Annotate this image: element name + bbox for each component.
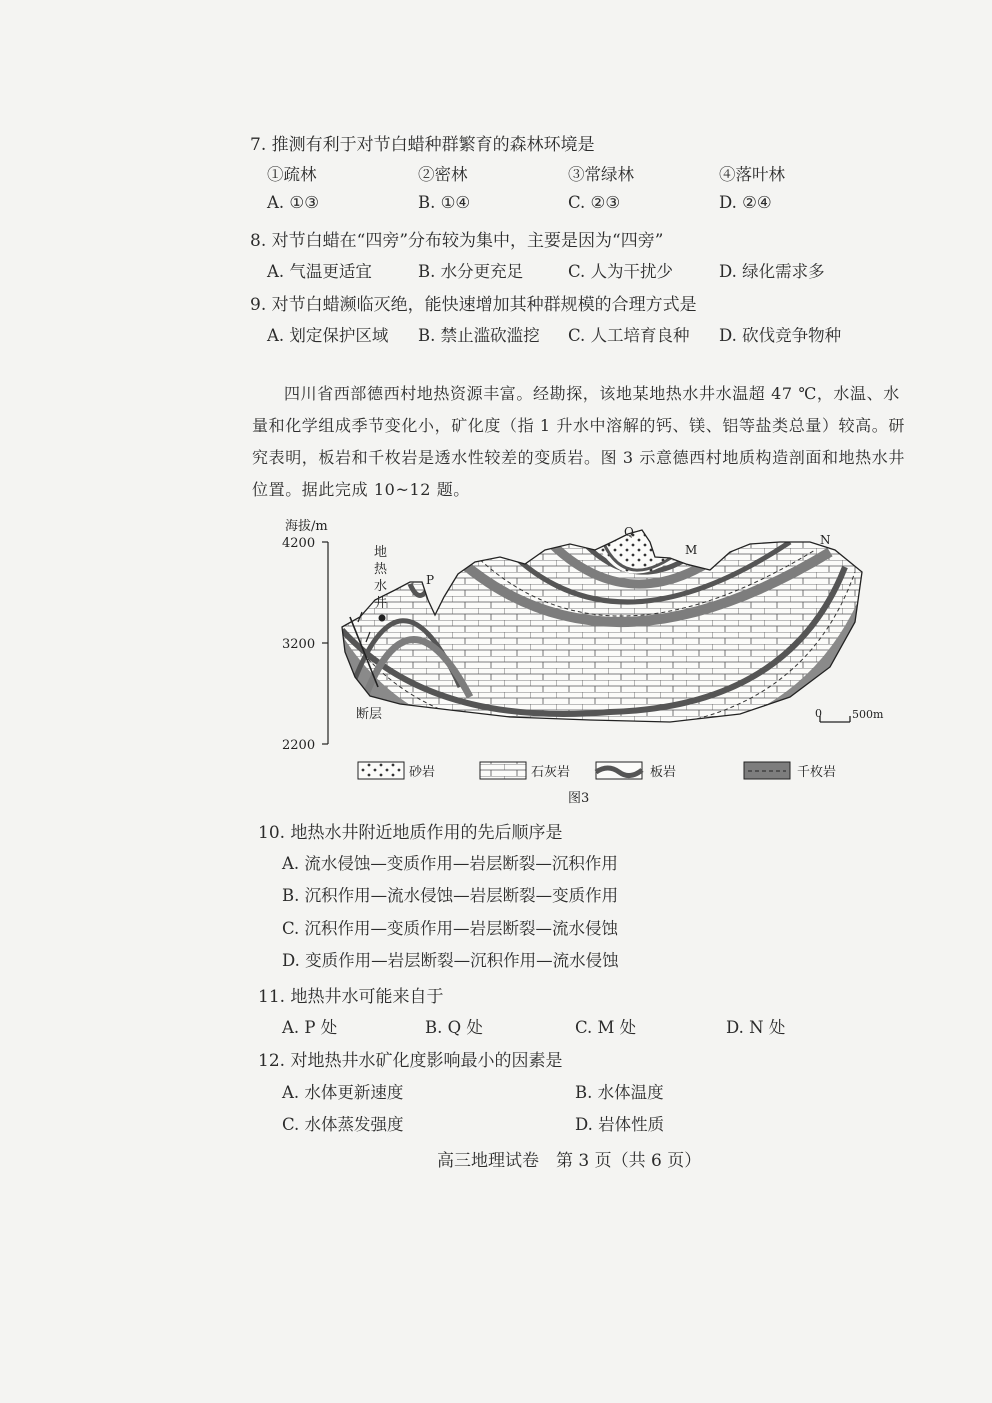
legend-slate: 板岩 — [650, 765, 677, 780]
q12-option-c: C. 水体蒸发强度 — [282, 1115, 404, 1134]
scale-distance: 500m — [852, 708, 884, 721]
q7-stem: 7. 推测有利于对节白蜡种群繁育的森林环境是 — [250, 135, 595, 155]
q11-option-c: C. M 处 — [575, 1018, 637, 1037]
passage: 四川省西部德西村地热资源丰富。经勘探，该地某地热水井水温超 47 ℃，水温、水量和化学组成季节变化小，矿化度（指 1 升水中溶解的钙、镁、铝等盐类总量）较高。研究表明，板岩和千枚岩是透水性较差的变质岩。图 3 示意德西村地质构造剖面和地热水井位置。据此完成 10~12 题。 — [252, 384, 905, 499]
point-m: M — [685, 543, 698, 557]
q12-option-d: D. 岩体性质 — [575, 1115, 665, 1134]
q8-option-d: D. 绿化需求多 — [719, 262, 825, 281]
legend-phyllite: 千枚岩 — [797, 765, 837, 780]
q12-option-a: A. 水体更新速度 — [282, 1083, 404, 1102]
well-label-2: 热 — [374, 562, 388, 577]
q8-option-b: B. 水分更充足 — [418, 262, 524, 281]
q10-option-b: B. 沉积作用—流水侵蚀—岩层断裂—变质作用 — [282, 886, 619, 905]
legend — [358, 762, 836, 780]
q7-option-c: C. ②③ — [568, 193, 621, 212]
q7-item-1: ①疏林 — [267, 165, 317, 184]
well-label-1: 地 — [374, 545, 388, 560]
q11-option-d: D. N 处 — [726, 1018, 786, 1037]
legend-limestone: 石灰岩 — [531, 765, 571, 780]
q7-option-b: B. ①④ — [418, 193, 471, 212]
well-label-4: 井 — [374, 596, 388, 611]
strata-body — [330, 512, 890, 752]
point-n: N — [820, 533, 831, 547]
q9-option-a: A. 划定保护区域 — [267, 326, 389, 345]
q10-option-c: C. 沉积作用—变质作用—岩层断裂—流水侵蚀 — [282, 919, 619, 938]
q9-stem: 9. 对节白蜡濒临灭绝，能快速增加其种群规模的合理方式是 — [250, 295, 697, 315]
well-label-3: 水 — [374, 579, 388, 594]
y-axis-label: 海拔/m — [285, 519, 328, 534]
q10-stem: 10. 地热水井附近地质作用的先后顺序是 — [258, 823, 563, 843]
y-tick-4200: 4200 — [282, 536, 316, 551]
q12-stem: 12. 对地热井水矿化度影响最小的因素是 — [258, 1051, 563, 1071]
q7-item-3: ③常绿林 — [568, 165, 634, 184]
well-marker — [379, 615, 386, 622]
q9-option-c: C. 人工培育良种 — [568, 326, 690, 345]
legend-sandstone: 砂岩 — [409, 765, 436, 780]
scale-zero: 0 — [815, 707, 822, 720]
q11-stem: 11. 地热井水可能来自于 — [258, 987, 444, 1007]
q9-option-b: B. 禁止滥砍滥挖 — [418, 326, 540, 345]
point-p: P — [426, 573, 435, 587]
q10-option-a: A. 流水侵蚀—变质作用—岩层断裂—沉积作用 — [282, 854, 618, 873]
q8-stem: 8. 对节白蜡在“四旁”分布较为集中，主要是因为“四旁” — [250, 231, 664, 251]
y-tick-2200: 2200 — [282, 738, 316, 753]
q11-option-b: B. Q 处 — [425, 1018, 483, 1037]
q12-option-b: B. 水体温度 — [575, 1083, 664, 1102]
q8-option-c: C. 人为干扰少 — [568, 262, 674, 281]
page-footer: 高三地理试卷 第 3 页（共 6 页） — [437, 1151, 702, 1171]
point-q: Q — [624, 525, 634, 539]
fault-label: 断层 — [356, 707, 383, 722]
figure-caption: 图3 — [568, 791, 590, 806]
q9-option-d: D. 砍伐竞争物种 — [719, 326, 842, 345]
geologic-cross-section-figure — [270, 512, 890, 812]
q8-option-a: A. 气温更适宜 — [267, 262, 372, 281]
q10-option-d: D. 变质作用—岩层断裂—沉积作用—流水侵蚀 — [282, 951, 619, 970]
q7-item-4: ④落叶林 — [719, 165, 785, 184]
q7-option-a: A. ①③ — [267, 193, 319, 212]
y-tick-3200: 3200 — [282, 637, 316, 652]
q7-item-2: ②密林 — [418, 165, 468, 184]
q7-option-d: D. ②④ — [719, 193, 772, 212]
q11-option-a: A. P 处 — [282, 1018, 338, 1037]
